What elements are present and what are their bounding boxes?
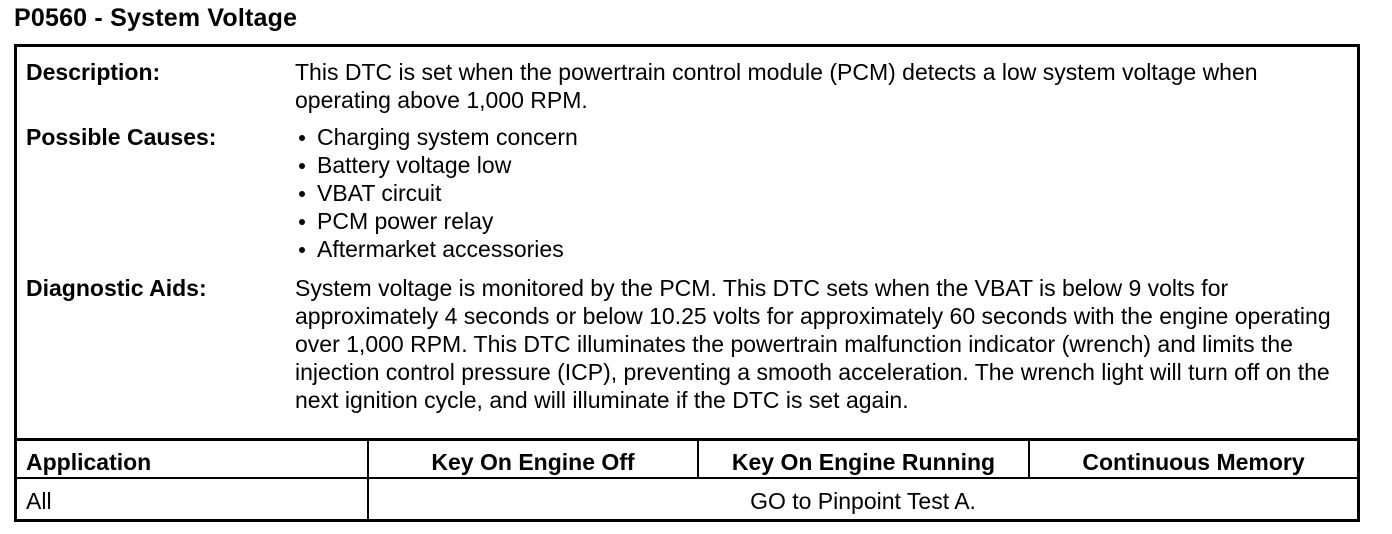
list-item: VBAT circuit — [295, 179, 1355, 207]
diagnostic-aids-text: System voltage is monitored by the PCM. This DTC sets when the VBAT is below 9 volts for approximately 4 seconds or below 10.25 volts for approximately 60 seconds with the engine operating over 1,000 RPM. This DTC illuminates the powertrain malfunction indicator (wrench) and limits the injection control pressure (ICP), preventing a smooth acceleration. The wrench light will turn off on the next ignition cycle, and will illuminate if the DTC is set again. — [295, 275, 1331, 413]
possible-causes-label: Possible Causes: — [26, 124, 217, 150]
page-title: P0560 - System Voltage — [14, 4, 298, 32]
header-koeo: Key On Engine Off — [431, 449, 635, 475]
dtc-info-table — [14, 44, 1360, 522]
possible-causes-list — [295, 123, 1355, 263]
diagnostic-aids-label: Diagnostic Aids: — [26, 275, 207, 301]
application-value: All — [26, 488, 52, 514]
pinpoint-test-instruction: GO to Pinpoint Test A. — [750, 488, 976, 514]
header-continuous-memory: Continuous Memory — [1082, 449, 1305, 475]
list-item: Battery voltage low — [295, 151, 1355, 179]
list-item: Charging system concern — [295, 123, 1355, 151]
divider — [17, 477, 1357, 479]
list-item: Aftermarket accessories — [295, 235, 1355, 263]
list-item: PCM power relay — [295, 207, 1355, 235]
divider — [17, 438, 1357, 441]
header-application: Application — [26, 449, 152, 475]
description-text: This DTC is set when the powertrain control module (PCM) detects a low system voltage when operating above 1,000 RPM. — [295, 59, 1258, 113]
description-label: Description: — [26, 59, 161, 85]
header-koer: Key On Engine Running — [731, 449, 996, 475]
